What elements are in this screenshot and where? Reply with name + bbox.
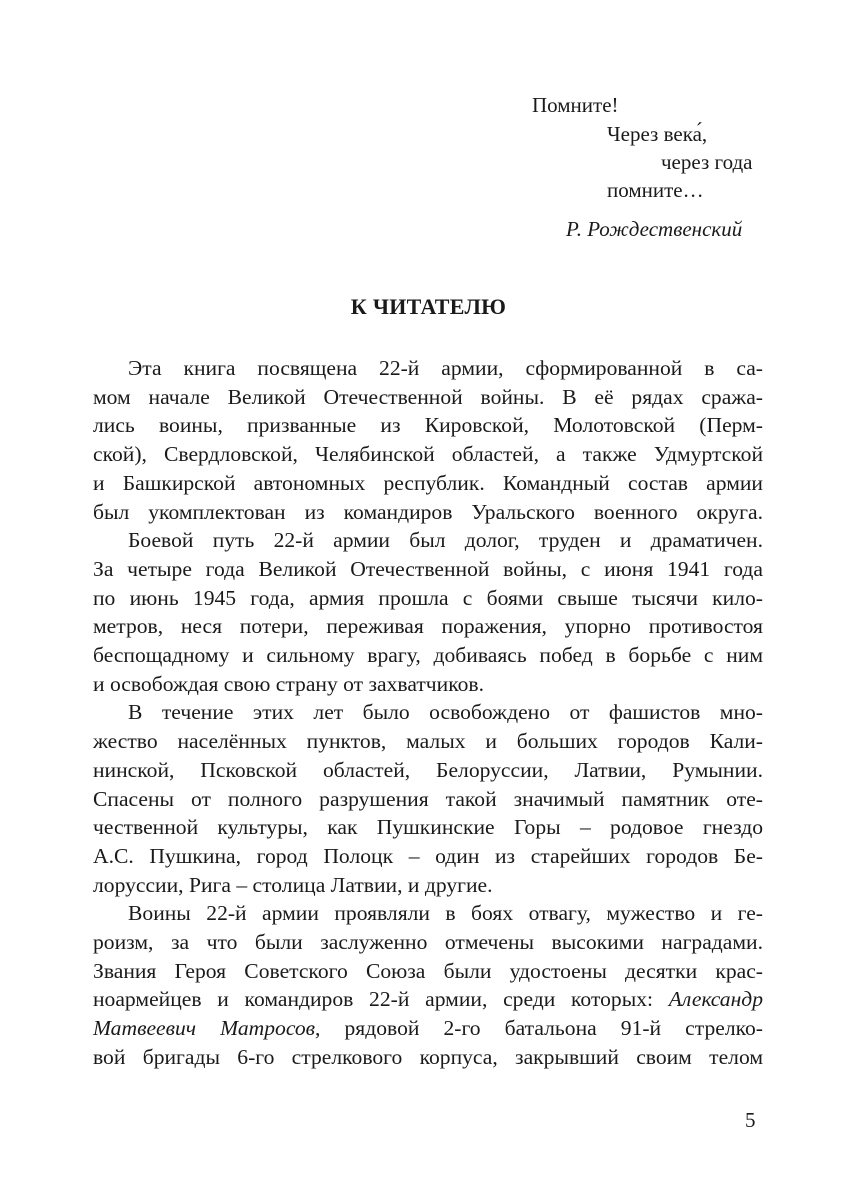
text-line: А.С. Пушкина, город Полоцк – один из старейших городов Бе-: [93, 843, 763, 868]
text-line: лись воины, призванные из Кировской, Молотовской (Перм-: [93, 413, 763, 438]
text-line: Воины 22-й армии проявляли в боях отвагу, мужество и ге-: [128, 901, 763, 926]
text-line: по июнь 1945 года, армия прошла с боями свыше тысячи кило-: [93, 585, 763, 610]
text-line: метров, неся потери, переживая поражения, упорно противостоя: [93, 614, 763, 639]
text-line: и Башкирской автономных республик. Командный состав армии: [93, 470, 763, 495]
text-line: [93, 1014, 763, 1043]
text-line: роизм, за что были заслуженно отмечены высокими наградами.: [93, 930, 763, 955]
text-line: ской), Свердловской, Челябинской областей, а также Удмуртской: [93, 442, 763, 467]
text-line: вой бригады 6-го стрелкового корпуса, закрывший своим телом: [93, 1044, 763, 1069]
text-line: мом начале Великой Отечественной войны. В её рядах сража-: [93, 384, 763, 409]
paragraph: [93, 899, 763, 1071]
page-number: 5: [745, 1108, 756, 1132]
epigraph-line: помните…: [607, 178, 704, 202]
text-segment: ноармейцев и командиров 22-й армии, среди которых:: [93, 987, 669, 1012]
text-line: чественной культуры, как Пушкинские Горы – родовое гнездо: [93, 815, 763, 840]
epigraph-line: через года: [661, 150, 753, 174]
text-line: жество населённых пунктов, малых и больших городов Кали-: [93, 729, 763, 754]
text-line: За четыре года Великой Отечественной войны, с июня 1941 года: [93, 556, 763, 581]
hero-name-italic: Матвеевич Матросов: [93, 1016, 316, 1041]
text-line: и освобождая свою страну от захватчиков.: [93, 671, 484, 696]
epigraph-line: Помните!: [532, 93, 619, 117]
text-line: Звания Героя Советского Союза были удостоены десятки крас-: [93, 958, 763, 983]
section-heading: К ЧИТАТЕЛЮ: [350, 294, 507, 319]
body-text: [93, 354, 763, 1072]
hero-name-italic: Александр: [668, 987, 763, 1012]
paragraph: [93, 526, 763, 698]
text-line: Эта книга посвящена 22-й армии, сформированной в са-: [128, 356, 763, 380]
text-line: нинской, Псковской областей, Белоруссии, Латвии, Румынии.: [93, 757, 763, 782]
paragraph: [93, 354, 763, 526]
epigraph-line: Через века́,: [607, 122, 708, 146]
text-line: был укомплектован из командиров Уральского военного округа.: [93, 499, 763, 524]
text-line: беспощадному и сильному врагу, добиваясь побед в борьбе с ним: [93, 643, 763, 668]
text-segment: , рядовой 2-го батальона 91-й стрелко-: [315, 1016, 764, 1041]
text-line: Спасены от полного разрушения такой значимый памятник оте-: [93, 786, 763, 811]
epigraph-author: Р. Рождественский: [566, 217, 743, 241]
text-line: [93, 985, 763, 1014]
paragraph: [93, 698, 763, 899]
text-line: В течение этих лет было освобождено от фашистов мно-: [128, 700, 763, 725]
text-line: лоруссии, Рига – столица Латвии, и другие.: [93, 872, 493, 897]
text-line: Боевой путь 22-й армии был долог, труден и драматичен.: [128, 528, 763, 553]
